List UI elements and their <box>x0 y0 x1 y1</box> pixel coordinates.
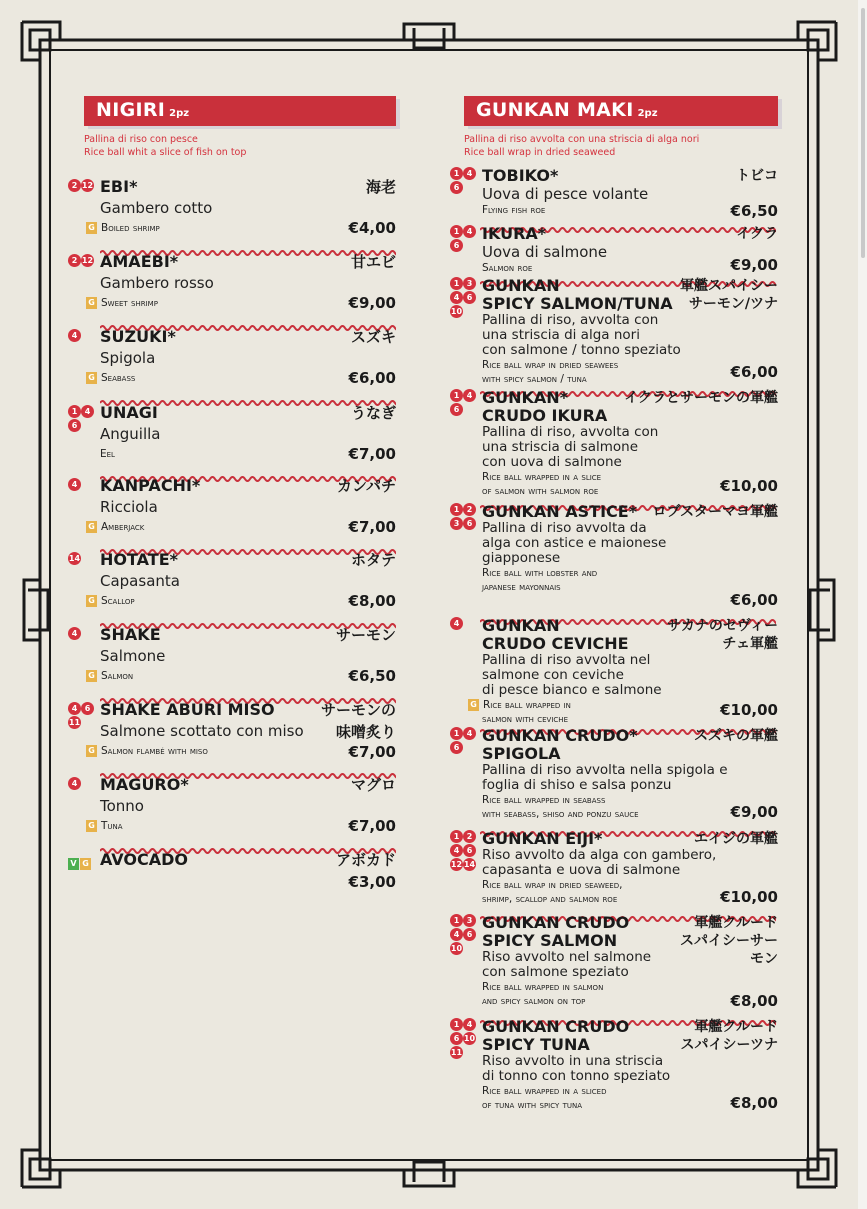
allergen-badge-row <box>68 419 102 433</box>
gluten-free-tag: G <box>80 858 91 870</box>
item-desc-en-text: with spicy salmon / tuna <box>482 373 587 385</box>
allergen-badges <box>450 503 484 531</box>
allergen-badge-row <box>68 254 102 268</box>
allergen-badge: 6 <box>463 928 476 941</box>
allergen-badge: 2 <box>463 830 476 843</box>
gluten-free-tag: G <box>86 745 97 757</box>
gluten-free-tag: G <box>86 521 97 533</box>
item-name-jp: うなぎ <box>350 404 396 422</box>
gunkan-item <box>450 829 778 908</box>
allergen-badge: 1 <box>450 1018 463 1031</box>
allergen-badge-row <box>68 702 102 716</box>
item-desc-en-text: Rice ball wrapped in seabass <box>482 794 606 806</box>
allergen-badge-row <box>450 914 484 928</box>
allergen-badge-row <box>450 167 484 181</box>
allergen-badge: 1 <box>68 405 81 418</box>
allergen-badges <box>68 405 102 433</box>
nigiri-item <box>71 403 396 474</box>
item-desc-it: Salmone <box>100 647 166 665</box>
item-name: UNAGI <box>100 403 158 422</box>
item-name-jp: 軍艦クルード <box>694 915 778 931</box>
allergen-badge: 3 <box>463 277 476 290</box>
wave-divider-wrap <box>100 242 398 250</box>
item-desc-en-text: Rice ball wrapped in <box>483 699 571 711</box>
item-desc-it: Tonno <box>100 797 144 815</box>
scrollbar-thumb[interactable] <box>861 8 865 258</box>
allergen-badge: 1 <box>450 277 463 290</box>
item-price: €6,50 <box>730 202 778 220</box>
allergen-badges <box>450 167 484 195</box>
item-name: GUNKAN EIJI* <box>482 829 603 848</box>
item-desc-en-text: Sweet shrimp <box>101 297 158 309</box>
allergen-badges <box>68 478 102 492</box>
gunkan-header <box>464 96 778 126</box>
item-desc-it: Spigola <box>100 349 156 367</box>
gunkan-desc-it: Pallina di riso avvolta con una striscia di alga nori <box>464 134 700 145</box>
item-name: GUNKAN CRUDO <box>482 1017 630 1036</box>
gunkan-item <box>450 1017 778 1114</box>
nigiri-item <box>71 476 396 547</box>
item-name-jp: サカナのセヴィー <box>667 618 778 634</box>
allergen-badge: 12 <box>81 181 94 190</box>
item-name: GUNKAN <box>482 616 560 635</box>
allergen-badge-row <box>450 928 484 942</box>
item-price: €8,00 <box>730 992 778 1010</box>
item-desc-it: Gambero cotto <box>100 199 213 217</box>
allergen-badge-row <box>68 478 102 492</box>
nigiri-description <box>84 133 396 159</box>
allergen-badge: 10 <box>450 944 463 953</box>
item-name-line2: SPICY SALMON/TUNA <box>482 294 673 313</box>
item-desc-en-text: salmon with ceviche <box>482 713 568 725</box>
allergen-badges <box>450 727 484 755</box>
gunkan-item <box>453 726 778 823</box>
item-desc-it: Pallina di riso avvolta da <box>482 520 647 536</box>
item-desc-en-text: Salmon flambé with miso <box>101 745 208 757</box>
allergen-badge-row <box>68 329 102 343</box>
item-name-jp: スズキの軍艦 <box>694 728 778 744</box>
allergen-badge: 4 <box>463 225 476 238</box>
item-price: €9,00 <box>730 803 778 821</box>
allergen-badge: 2 <box>68 179 81 192</box>
item-name-jp-line3: モン <box>750 951 778 967</box>
item-desc-en: Salmon roe <box>482 262 533 274</box>
allergen-badge-row <box>68 405 102 419</box>
item-desc-it: Pallina di riso avvolta nella spigola e <box>482 762 728 778</box>
item-name-line2: CRUDO IKURA <box>482 406 608 425</box>
allergen-badge: 6 <box>450 741 463 754</box>
item-desc-en-text: Rice ball wrapped in a sliced <box>482 1085 607 1097</box>
scrollbar[interactable] <box>858 0 867 1209</box>
gunkan-item <box>450 276 778 385</box>
item-desc-it: una striscia di alga nori <box>482 327 640 343</box>
nigiri-item <box>71 625 396 696</box>
allergen-badge: 4 <box>463 389 476 402</box>
allergen-badge-row <box>450 942 484 956</box>
item-desc-en-text: Eel <box>100 448 115 460</box>
allergen-badges <box>68 179 102 193</box>
item-desc-it: Capasanta <box>100 572 180 590</box>
item-price: €10,00 <box>720 701 778 719</box>
allergen-badge-row <box>450 1046 484 1060</box>
item-desc-it: di tonno con tonno speziato <box>482 1068 671 1084</box>
item-price: €6,00 <box>730 591 778 609</box>
gunkan-pieces: 2pz <box>637 108 658 119</box>
nigiri-item <box>71 252 396 323</box>
allergen-badge: 2 <box>68 254 81 267</box>
allergen-badge: 4 <box>68 777 81 790</box>
item-desc-it: Salmone scottato con miso <box>100 722 304 740</box>
allergen-badges <box>450 277 484 319</box>
gunkan-item <box>450 913 778 1012</box>
allergen-badge: 6 <box>81 702 94 715</box>
allergen-badge: 6 <box>463 844 476 857</box>
allergen-badge-row <box>450 277 484 291</box>
item-desc-en-text: shrimp, scallop and salmon roe <box>482 893 618 905</box>
item-desc-en-text: Rice ball wrapped in a slice <box>482 471 602 483</box>
allergen-badge-row <box>450 239 484 253</box>
item-desc-it: capasanta e uova di salmone <box>482 862 681 878</box>
allergen-badge: 11 <box>68 718 81 727</box>
allergen-badge: 4 <box>450 844 463 857</box>
allergen-badge-row <box>450 830 484 844</box>
item-desc-it: una striscia di salmone <box>482 439 639 455</box>
item-desc-it: Riso avvolto nel salmone <box>482 949 652 965</box>
allergen-badges <box>68 777 102 791</box>
nigiri-pieces: 2pz <box>169 108 190 119</box>
wave-divider-wrap <box>100 840 398 848</box>
allergen-badge: 4 <box>463 727 476 740</box>
allergen-badge: 10 <box>450 307 463 316</box>
item-price: €10,00 <box>720 477 778 495</box>
nigiri-desc-en: Rice ball whit a slice of fish on top <box>84 147 247 158</box>
allergen-badge-row <box>68 552 102 566</box>
allergen-badges <box>450 914 484 956</box>
item-name-jp-line2: 味噌炙り <box>335 723 396 741</box>
allergen-badge: 6 <box>450 239 463 252</box>
gluten-free-tag: G <box>86 297 97 309</box>
item-name: TOBIKO* <box>482 166 559 185</box>
item-name-line2: SPICY SALMON <box>482 931 618 950</box>
allergen-badge-row <box>68 716 102 730</box>
item-name-jp-line2: スパイシーサー <box>680 933 778 949</box>
item-price: €7,00 <box>348 445 396 463</box>
wave-divider-wrap <box>100 615 398 623</box>
wave-divider-wrap <box>100 392 398 400</box>
item-name-jp: サーモンの <box>320 701 396 719</box>
item-name-jp: 海老 <box>365 178 396 196</box>
gluten-free-tag: G <box>86 670 97 682</box>
allergen-badge: 1 <box>450 389 463 402</box>
gunkan-desc-en: Rice ball wrap in dried seaweed <box>464 147 616 158</box>
item-desc-it: Riso avvolto in una striscia <box>482 1053 664 1069</box>
item-name-line2: SPIGOLA <box>482 744 561 763</box>
item-desc-en-text: japanese mayonnais <box>482 581 561 593</box>
item-price: €4,00 <box>348 219 396 237</box>
allergen-badge: 14 <box>68 554 81 563</box>
allergen-badge: 6 <box>450 181 463 194</box>
vegan-tag: V <box>68 858 79 870</box>
item-price: €6,00 <box>348 369 396 387</box>
item-name-jp: サーモン <box>335 626 396 644</box>
allergen-badge: 4 <box>68 478 81 491</box>
item-name-jp: アボカド <box>335 851 396 869</box>
allergen-badge-row <box>68 777 102 791</box>
allergen-badge: 1 <box>450 503 463 516</box>
allergen-badge: 4 <box>68 329 81 342</box>
allergen-badge-row <box>450 403 484 417</box>
item-desc-it: Pallina di riso, avvolta con <box>482 312 659 328</box>
allergen-badge: 4 <box>463 167 476 180</box>
item-desc-en-text: Salmon <box>101 670 134 682</box>
item-price: €7,00 <box>348 518 396 536</box>
item-name-jp: 甘エビ <box>350 253 396 271</box>
allergen-badge-row <box>450 225 484 239</box>
allergen-badge: 3 <box>463 914 476 927</box>
item-desc-it: Riso avvolto da alga con gambero, <box>482 847 717 863</box>
gunkan-section <box>450 96 778 1112</box>
item-name-jp: 軍艦スパイシー <box>680 278 778 294</box>
allergen-badge-row <box>450 305 484 319</box>
nigiri-item <box>71 775 396 846</box>
nigiri-desc-it: Pallina di riso con pesce <box>84 134 198 145</box>
item-desc-en-text: Rice ball wrap in dried seawees <box>482 359 619 371</box>
item-name-jp: ロブスターマヨ軍艦 <box>652 504 778 520</box>
item-name: GUNKAN <box>482 276 560 295</box>
gunkan-item <box>453 616 778 725</box>
allergen-badge: 3 <box>450 517 463 530</box>
item-desc-it: con salmone speziato <box>482 964 629 980</box>
item-name: GUNKAN* <box>482 388 569 407</box>
allergen-badge: 1 <box>450 225 463 238</box>
allergen-badges <box>68 627 102 641</box>
gluten-free-tag: G <box>86 222 97 234</box>
item-desc-en-text: Boiled shrimp <box>101 222 160 234</box>
item-desc-it: Ricciola <box>100 498 158 516</box>
item-name: GUNKAN ASTICE* <box>482 502 638 521</box>
item-name: EBI* <box>100 177 138 196</box>
allergen-badges <box>450 1018 484 1060</box>
allergen-badge: 1 <box>450 914 463 927</box>
item-name: GUNKAN CRUDO* <box>482 726 638 745</box>
item-name-jp: スズキ <box>350 328 396 346</box>
allergen-badge-row <box>450 1018 484 1032</box>
allergen-badge: 4 <box>81 405 94 418</box>
item-price: €10,00 <box>720 888 778 906</box>
gunkan-item <box>453 224 778 274</box>
allergen-badge-row <box>68 179 102 193</box>
item-desc-it: salmone con ceviche <box>482 667 624 683</box>
item-name: SHAKE <box>100 625 161 644</box>
item-desc-it: Anguilla <box>100 425 161 443</box>
item-desc-it: con salmone / tonno speziato <box>482 342 681 358</box>
item-desc-it: Pallina di riso, avvolta con <box>482 424 659 440</box>
item-name: GUNKAN CRUDO <box>482 913 630 932</box>
allergen-badge-row <box>450 181 484 195</box>
allergen-badge-row <box>450 1032 484 1046</box>
item-price: €7,00 <box>348 817 396 835</box>
item-price: €3,00 <box>348 873 396 891</box>
item-name: IKURA* <box>482 224 547 243</box>
allergen-badge-row <box>450 503 484 517</box>
item-desc-it: giapponese <box>482 550 561 566</box>
gunkan-title: GUNKAN MAKI <box>476 99 634 121</box>
allergen-badges <box>68 702 102 730</box>
item-name-jp-line2: チェ軍艦 <box>722 636 778 652</box>
item-desc-en-text: Rice ball wrapped in salmon <box>482 981 604 993</box>
item-name: KANPACHI* <box>100 476 201 495</box>
item-desc-it: Uova di pesce volante <box>482 185 649 203</box>
item-name-jp: トビコ <box>736 168 778 184</box>
allergen-badges <box>68 552 102 566</box>
allergen-badge: 6 <box>450 403 463 416</box>
wave-divider-wrap <box>100 690 398 698</box>
wave-divider-wrap <box>100 317 398 325</box>
item-desc-en: Flying fish roe <box>482 204 546 216</box>
gluten-free-tag: G <box>86 595 97 607</box>
item-desc-en-text: with seabass, shiso and ponzu sauce <box>482 808 639 820</box>
item-name-jp: マグロ <box>350 776 396 794</box>
wave-divider-wrap <box>100 765 398 773</box>
item-name-jp: イクラとサーモンの軍艦 <box>624 390 778 406</box>
diet-tags <box>68 853 102 872</box>
allergen-badges <box>450 617 484 631</box>
nigiri-item <box>68 550 396 621</box>
item-desc-it: alga con astice e maionese <box>482 535 667 551</box>
nigiri-title: NIGIRI <box>96 99 166 121</box>
allergen-badge: 4 <box>68 627 81 640</box>
item-desc-it: foglia di shiso e salsa ponzu <box>482 777 672 793</box>
item-name-jp: カンパチ <box>337 477 396 495</box>
item-price: €6,00 <box>730 363 778 381</box>
allergen-badge: 6 <box>68 419 81 432</box>
allergen-badge-row <box>450 517 484 531</box>
gluten-free-tag: G <box>468 699 479 711</box>
allergen-badge: 6 <box>463 517 476 530</box>
item-desc-en-text: Seabass <box>101 372 136 384</box>
item-desc-en-text: of salmon with salmon roe <box>482 485 599 497</box>
item-desc-en-text: Tuna <box>101 820 123 832</box>
item-desc-en-text: Rice ball wrap in dried seaweed, <box>482 879 623 891</box>
allergen-badge: 4 <box>68 702 81 715</box>
item-name-jp: 軍艦クルード <box>694 1019 778 1035</box>
gunkan-item <box>453 166 778 220</box>
allergen-badge-row <box>450 858 484 872</box>
allergen-badge: 2 <box>463 503 476 516</box>
item-desc-it: con uova di salmone <box>482 454 622 470</box>
item-name-jp: イクラ <box>736 226 778 242</box>
wave-divider-wrap <box>100 468 398 476</box>
allergen-badge-row <box>450 741 484 755</box>
item-name: HOTATE* <box>100 550 179 569</box>
item-desc-en-text: Rice ball with lobster and <box>482 567 598 579</box>
allergen-badge-row <box>450 617 484 631</box>
nigiri-header <box>84 96 396 126</box>
allergen-badge: 6 <box>450 1032 463 1045</box>
item-desc-en <box>482 566 778 580</box>
nigiri-item <box>71 177 396 248</box>
item-desc-en-text: of tuna with spicy tuna <box>482 1099 583 1111</box>
allergen-badge-row <box>450 291 484 305</box>
allergen-badge: 12 <box>450 860 463 869</box>
item-desc-en-text: Amberjack <box>101 521 145 533</box>
gunkan-item <box>453 388 778 497</box>
allergen-badges <box>450 830 484 872</box>
item-name: SUZUKI* <box>100 327 176 346</box>
item-desc-it: Uova di salmone <box>482 243 608 261</box>
nigiri-item <box>70 850 396 921</box>
gluten-free-tag: G <box>86 820 97 832</box>
allergen-badge: 1 <box>450 167 463 180</box>
gunkan-item <box>453 502 778 611</box>
gunkan-description <box>464 133 778 159</box>
item-name-jp-line2: スパイシーツナ <box>680 1037 778 1053</box>
item-name-jp: エイジの軍艦 <box>694 831 778 847</box>
allergen-badge: 1 <box>450 727 463 740</box>
allergen-badge: 4 <box>450 928 463 941</box>
item-desc-en-text: and spicy salmon on top <box>482 995 586 1007</box>
nigiri-item <box>68 700 396 771</box>
allergen-badge: 10 <box>463 1034 476 1043</box>
nigiri-item <box>71 327 396 398</box>
allergen-badges <box>68 329 102 343</box>
item-name: MAGURO* <box>100 775 189 794</box>
allergen-badges <box>450 389 484 417</box>
nigiri-section <box>68 96 396 891</box>
item-name: AMAEBI* <box>100 252 179 271</box>
item-price: €9,00 <box>348 294 396 312</box>
item-name-line2: CRUDO CEVICHE <box>482 634 629 653</box>
item-price: €8,00 <box>730 1094 778 1112</box>
item-price: €7,00 <box>348 743 396 761</box>
wave-divider-wrap <box>100 541 398 549</box>
item-name-jp-line2: サーモン/ツナ <box>688 296 778 312</box>
allergen-badges <box>450 225 484 253</box>
item-desc-it: di pesce bianco e salmone <box>482 682 662 698</box>
allergen-badge-row <box>450 844 484 858</box>
item-name-jp: ホタテ <box>350 551 396 569</box>
allergen-badge-row <box>68 627 102 641</box>
allergen-badge: 4 <box>463 1018 476 1031</box>
allergen-badges <box>68 254 102 268</box>
allergen-badge: 12 <box>81 256 94 265</box>
allergen-badge: 11 <box>450 1048 463 1057</box>
item-desc-en-text: Scallop <box>101 595 135 607</box>
allergen-badge: 4 <box>450 617 463 630</box>
item-desc-it: Pallina di riso avvolta nel <box>482 652 651 668</box>
item-name: AVOCADO <box>100 850 189 869</box>
allergen-badge-row <box>450 389 484 403</box>
allergen-badge: 14 <box>463 860 476 869</box>
allergen-badge: 1 <box>450 830 463 843</box>
item-price: €9,00 <box>730 256 778 274</box>
item-name: SHAKE ABURI MISO <box>100 700 275 719</box>
item-price: €6,50 <box>348 667 396 685</box>
item-price: €8,00 <box>348 592 396 610</box>
gluten-free-tag: G <box>86 372 97 384</box>
allergen-badge-row <box>450 727 484 741</box>
allergen-badge: 4 <box>450 291 463 304</box>
item-desc-it: Gambero rosso <box>100 274 214 292</box>
item-name-line2: SPICY TUNA <box>482 1035 590 1054</box>
allergen-badge: 6 <box>463 291 476 304</box>
